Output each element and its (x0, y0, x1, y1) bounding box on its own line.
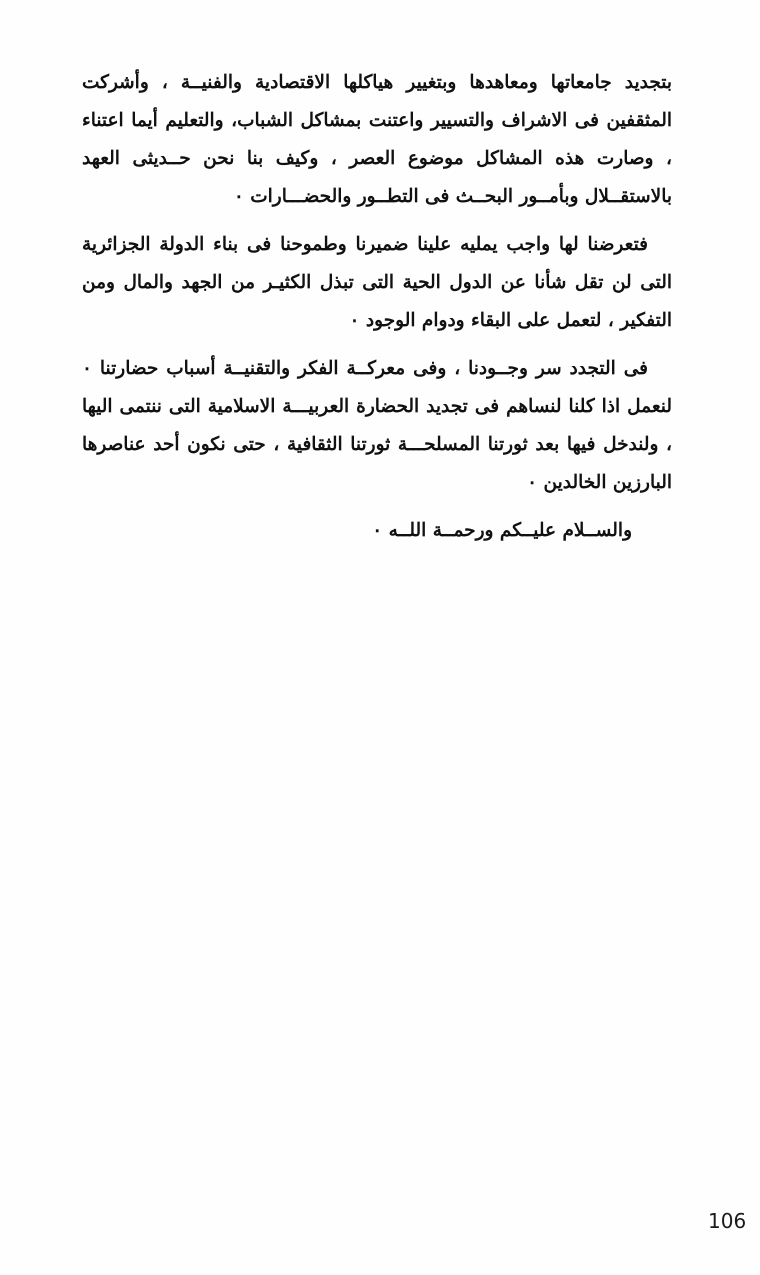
paragraph-3: فى التجدد سر وجــودنا ، وفى معركــة الفكر والتقنيــة أسباب حضارتنا ٠ لنعمل اذا كلنا لنساهم فى تجديد الحضارة العربيـــة الاسلامية التى ننتمى اليها ، ولندخل فيها بعد ثورتنا المسلحـــة ثورتنا الثقافية ، حتى نكون أحد عناصرها البارزين الخالدين ٠ (82, 358, 672, 493)
closing-line: والســلام عليــكم ورحمــة اللــه ٠ (372, 520, 632, 541)
paragraph-1: بتجديد جامعاتها ومعاهدها وبتغيير هياكلها الاقتصادية والفنيــة ، وأشركت المثقفين فى الاشراف والتسيير واعتنت بمشاكل الشباب، والتعليم أيما اعتناء ، وصارت هذه المشاكل موضوع العصر ، وكيف بنا نحن حــديثى العهد بالاستقــلال وبأمــور البحــث فى التطــور والحضـــارات ٠ (82, 72, 672, 207)
paragraph-2: فتعرضنا لها واجب يمليه علينا ضميرنا وطموحنا فى بناء الدولة الجزائرية التى لن تقل شأنا عن الدول الحية التى تبذل الكثيـر من الجهد والمال ومن التفكير ، لتعمل على البقاء ودوام الوجود ٠ (82, 234, 672, 331)
body-text (82, 64, 672, 550)
page-number: 106 (708, 1209, 747, 1233)
